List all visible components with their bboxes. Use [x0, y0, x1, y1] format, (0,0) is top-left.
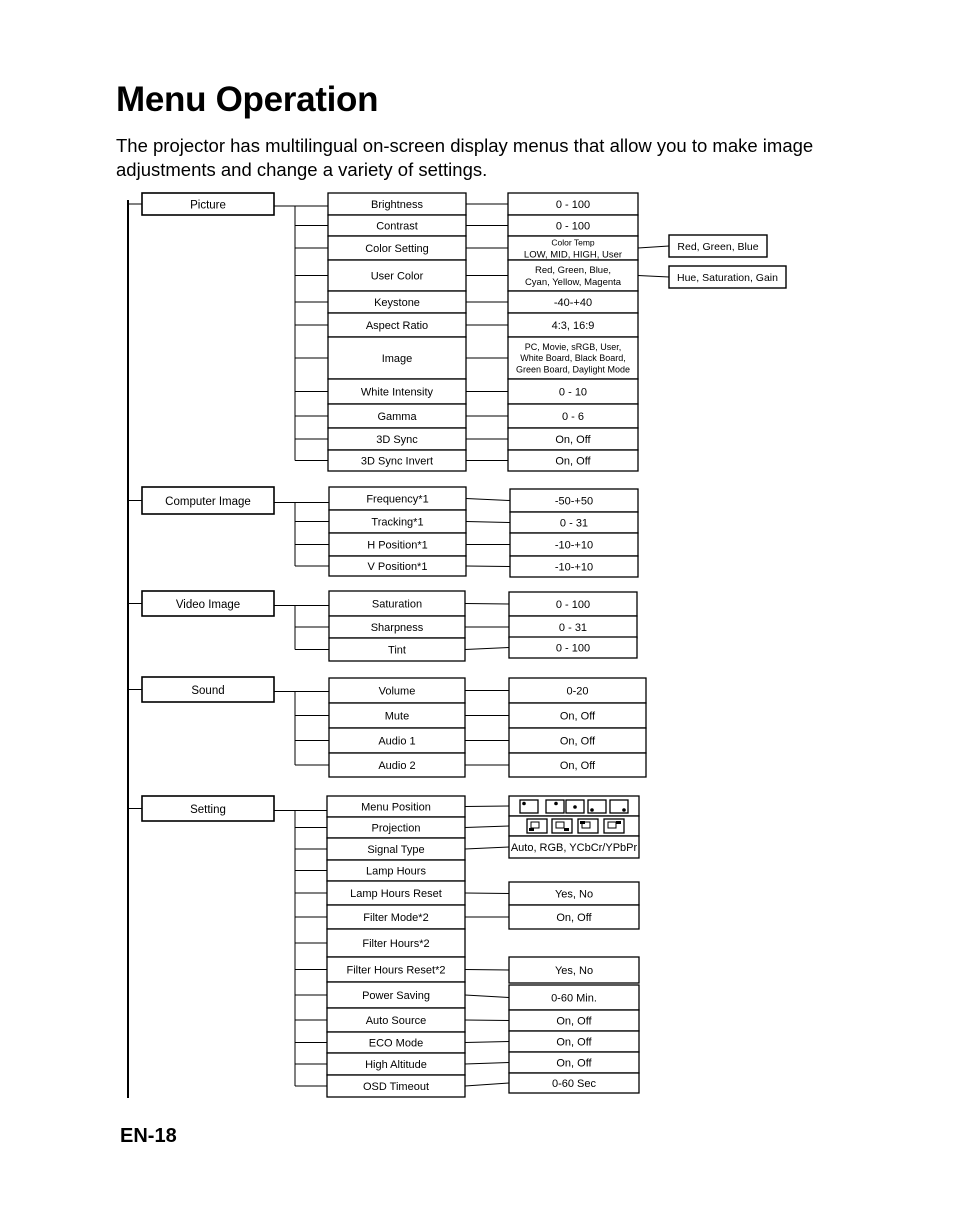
- option-text: On, Off: [555, 455, 591, 468]
- option-text: 0 - 31: [559, 517, 589, 530]
- option-text: On, Off: [556, 1036, 592, 1049]
- menu-item-label: Keystone: [374, 296, 420, 309]
- menu-position-dot: [622, 808, 626, 812]
- connector-line: [466, 499, 510, 501]
- menu-item-label: 3D Sync Invert: [360, 455, 434, 468]
- menu-item-label: Signal Type: [367, 843, 425, 856]
- option-text: 0 - 100: [555, 598, 591, 611]
- menu-position-icon: [546, 800, 564, 813]
- option-text: 0-60 Sec: [551, 1077, 597, 1090]
- menu-item-label: Projection: [371, 822, 421, 835]
- projection-mode-icon: [527, 819, 547, 833]
- menu-item-label: Filter Mode*2: [363, 911, 429, 924]
- option-text: On, Off: [559, 759, 596, 772]
- menu-item-label: Auto Source: [365, 1014, 427, 1027]
- menu-item-label: Mute: [384, 710, 410, 723]
- connector-line: [465, 1042, 509, 1043]
- option-text: -40-+40: [553, 296, 593, 309]
- option-text: 0 - 31: [558, 621, 588, 634]
- connector-line: [465, 648, 509, 650]
- menu-item-label: White Intensity: [360, 386, 434, 399]
- menu-item-label: 3D Sync: [376, 433, 418, 446]
- menu-item-label: Audio 1: [378, 735, 416, 748]
- option-text: 4:3, 16:9: [551, 319, 595, 332]
- option-text: Color Temp: [551, 237, 595, 248]
- menu-item-label: User Color: [370, 270, 424, 283]
- option-text: Auto, RGB, YCbCr/YPbPr: [510, 841, 638, 854]
- menu-group-label: Sound: [191, 684, 225, 697]
- option-text: 0 - 100: [555, 642, 591, 655]
- menu-group-label: Setting: [190, 803, 226, 816]
- projection-mode-icon: [578, 819, 598, 833]
- menu-item-label: ECO Mode: [368, 1037, 424, 1050]
- option-text: 0-20: [566, 685, 589, 698]
- menu-item-label: V Position*1: [367, 560, 428, 573]
- option-text: On, Off: [559, 710, 596, 723]
- option-text: On, Off: [555, 433, 591, 446]
- menu-item-label: Color Setting: [365, 242, 429, 255]
- menu-position-icon: [520, 800, 538, 813]
- connector-line: [465, 847, 509, 849]
- option-text: Red, Green, Blue,: [534, 265, 612, 277]
- menu-item-label: Image: [381, 352, 413, 365]
- menu-item-label: Saturation: [371, 598, 423, 611]
- option-text: On, Off: [559, 735, 596, 748]
- connector-line: [465, 1083, 509, 1086]
- connector-line: [465, 995, 509, 998]
- option-text: 0 - 10: [558, 386, 588, 399]
- menu-item-label: Filter Hours*2: [362, 937, 430, 950]
- option-text: Green Board, Daylight Mode: [515, 364, 631, 375]
- connector-line: [466, 566, 510, 567]
- option-text: 0-60 Min.: [551, 992, 597, 1005]
- menu-group-label: Video Image: [175, 598, 241, 611]
- option-text: On, Off: [556, 1057, 592, 1070]
- menu-item-label: Contrast: [376, 220, 418, 233]
- page-title: Menu Operation: [116, 80, 379, 119]
- option-text: Cyan, Yellow, Magenta: [524, 276, 622, 288]
- option-text: 0 - 6: [561, 410, 585, 423]
- menu-position-dot: [554, 802, 558, 806]
- option-text: White Board, Black Board,: [520, 353, 626, 364]
- connector-line: [465, 826, 509, 828]
- menu-item-label: Menu Position: [361, 801, 431, 814]
- menu-item-label: High Altitude: [365, 1058, 427, 1071]
- menu-position-dot: [573, 805, 577, 809]
- menu-item-label: Audio 2: [378, 759, 416, 772]
- menu-group-label: Picture: [190, 199, 226, 212]
- menu-item-label: Tracking*1: [371, 516, 424, 529]
- menu-position-dot: [522, 802, 526, 806]
- option-text: 0 - 100: [555, 220, 591, 233]
- option-text: Yes, No: [554, 964, 594, 977]
- connector-line: [466, 522, 510, 523]
- option-text: Yes, No: [554, 888, 594, 901]
- option-text: -10-+10: [554, 539, 594, 552]
- sub-option-text: Red, Green, Blue: [677, 241, 759, 253]
- menu-item-label: Filter Hours Reset*2: [346, 964, 446, 977]
- option-text: 0 - 100: [555, 198, 591, 211]
- menu-position-dot: [590, 808, 594, 812]
- option-text: -50-+50: [554, 495, 594, 508]
- page-number: EN-18: [120, 1125, 177, 1147]
- menu-item-label: Volume: [378, 685, 416, 698]
- menu-item-label: Power Saving: [362, 989, 430, 1002]
- menu-item-label: Frequency*1: [366, 493, 429, 506]
- option-text: PC, Movie, sRGB, User,: [524, 342, 622, 353]
- option-text: LOW, MID, HIGH, User: [523, 249, 623, 261]
- connector-line: [465, 806, 509, 807]
- connector-line: [465, 604, 509, 605]
- menu-item-label: OSD Timeout: [362, 1080, 430, 1093]
- menu-group-label: Computer Image: [165, 495, 251, 508]
- menu-item-label: Lamp Hours: [366, 865, 426, 878]
- intro-paragraph: The projector has multilingual on-screen display menus that allow you to make image adjustments and change a variety of settings.: [116, 135, 814, 180]
- option-text: On, Off: [556, 911, 592, 924]
- menu-item-label: Gamma: [377, 410, 417, 423]
- connector-line: [465, 893, 509, 894]
- connector-line: [465, 1020, 509, 1021]
- menu-item-label: Lamp Hours Reset: [350, 887, 442, 900]
- menu-item-label: Tint: [388, 644, 406, 657]
- menu-item-label: Brightness: [371, 198, 423, 211]
- menu-item-label: H Position*1: [367, 539, 428, 552]
- sub-option-text: Hue, Saturation, Gain: [677, 272, 778, 284]
- projection-mode-icon: [604, 819, 624, 833]
- connector-line: [638, 246, 669, 248]
- menu-item-label: Sharpness: [370, 621, 424, 634]
- connector-line: [465, 970, 509, 971]
- projection-mode-icon: [552, 819, 572, 833]
- option-text: On, Off: [556, 1015, 592, 1028]
- connector-line: [638, 276, 669, 278]
- connector-line: [465, 1063, 509, 1065]
- option-text: -10-+10: [554, 561, 594, 574]
- menu-item-label: Aspect Ratio: [365, 319, 429, 332]
